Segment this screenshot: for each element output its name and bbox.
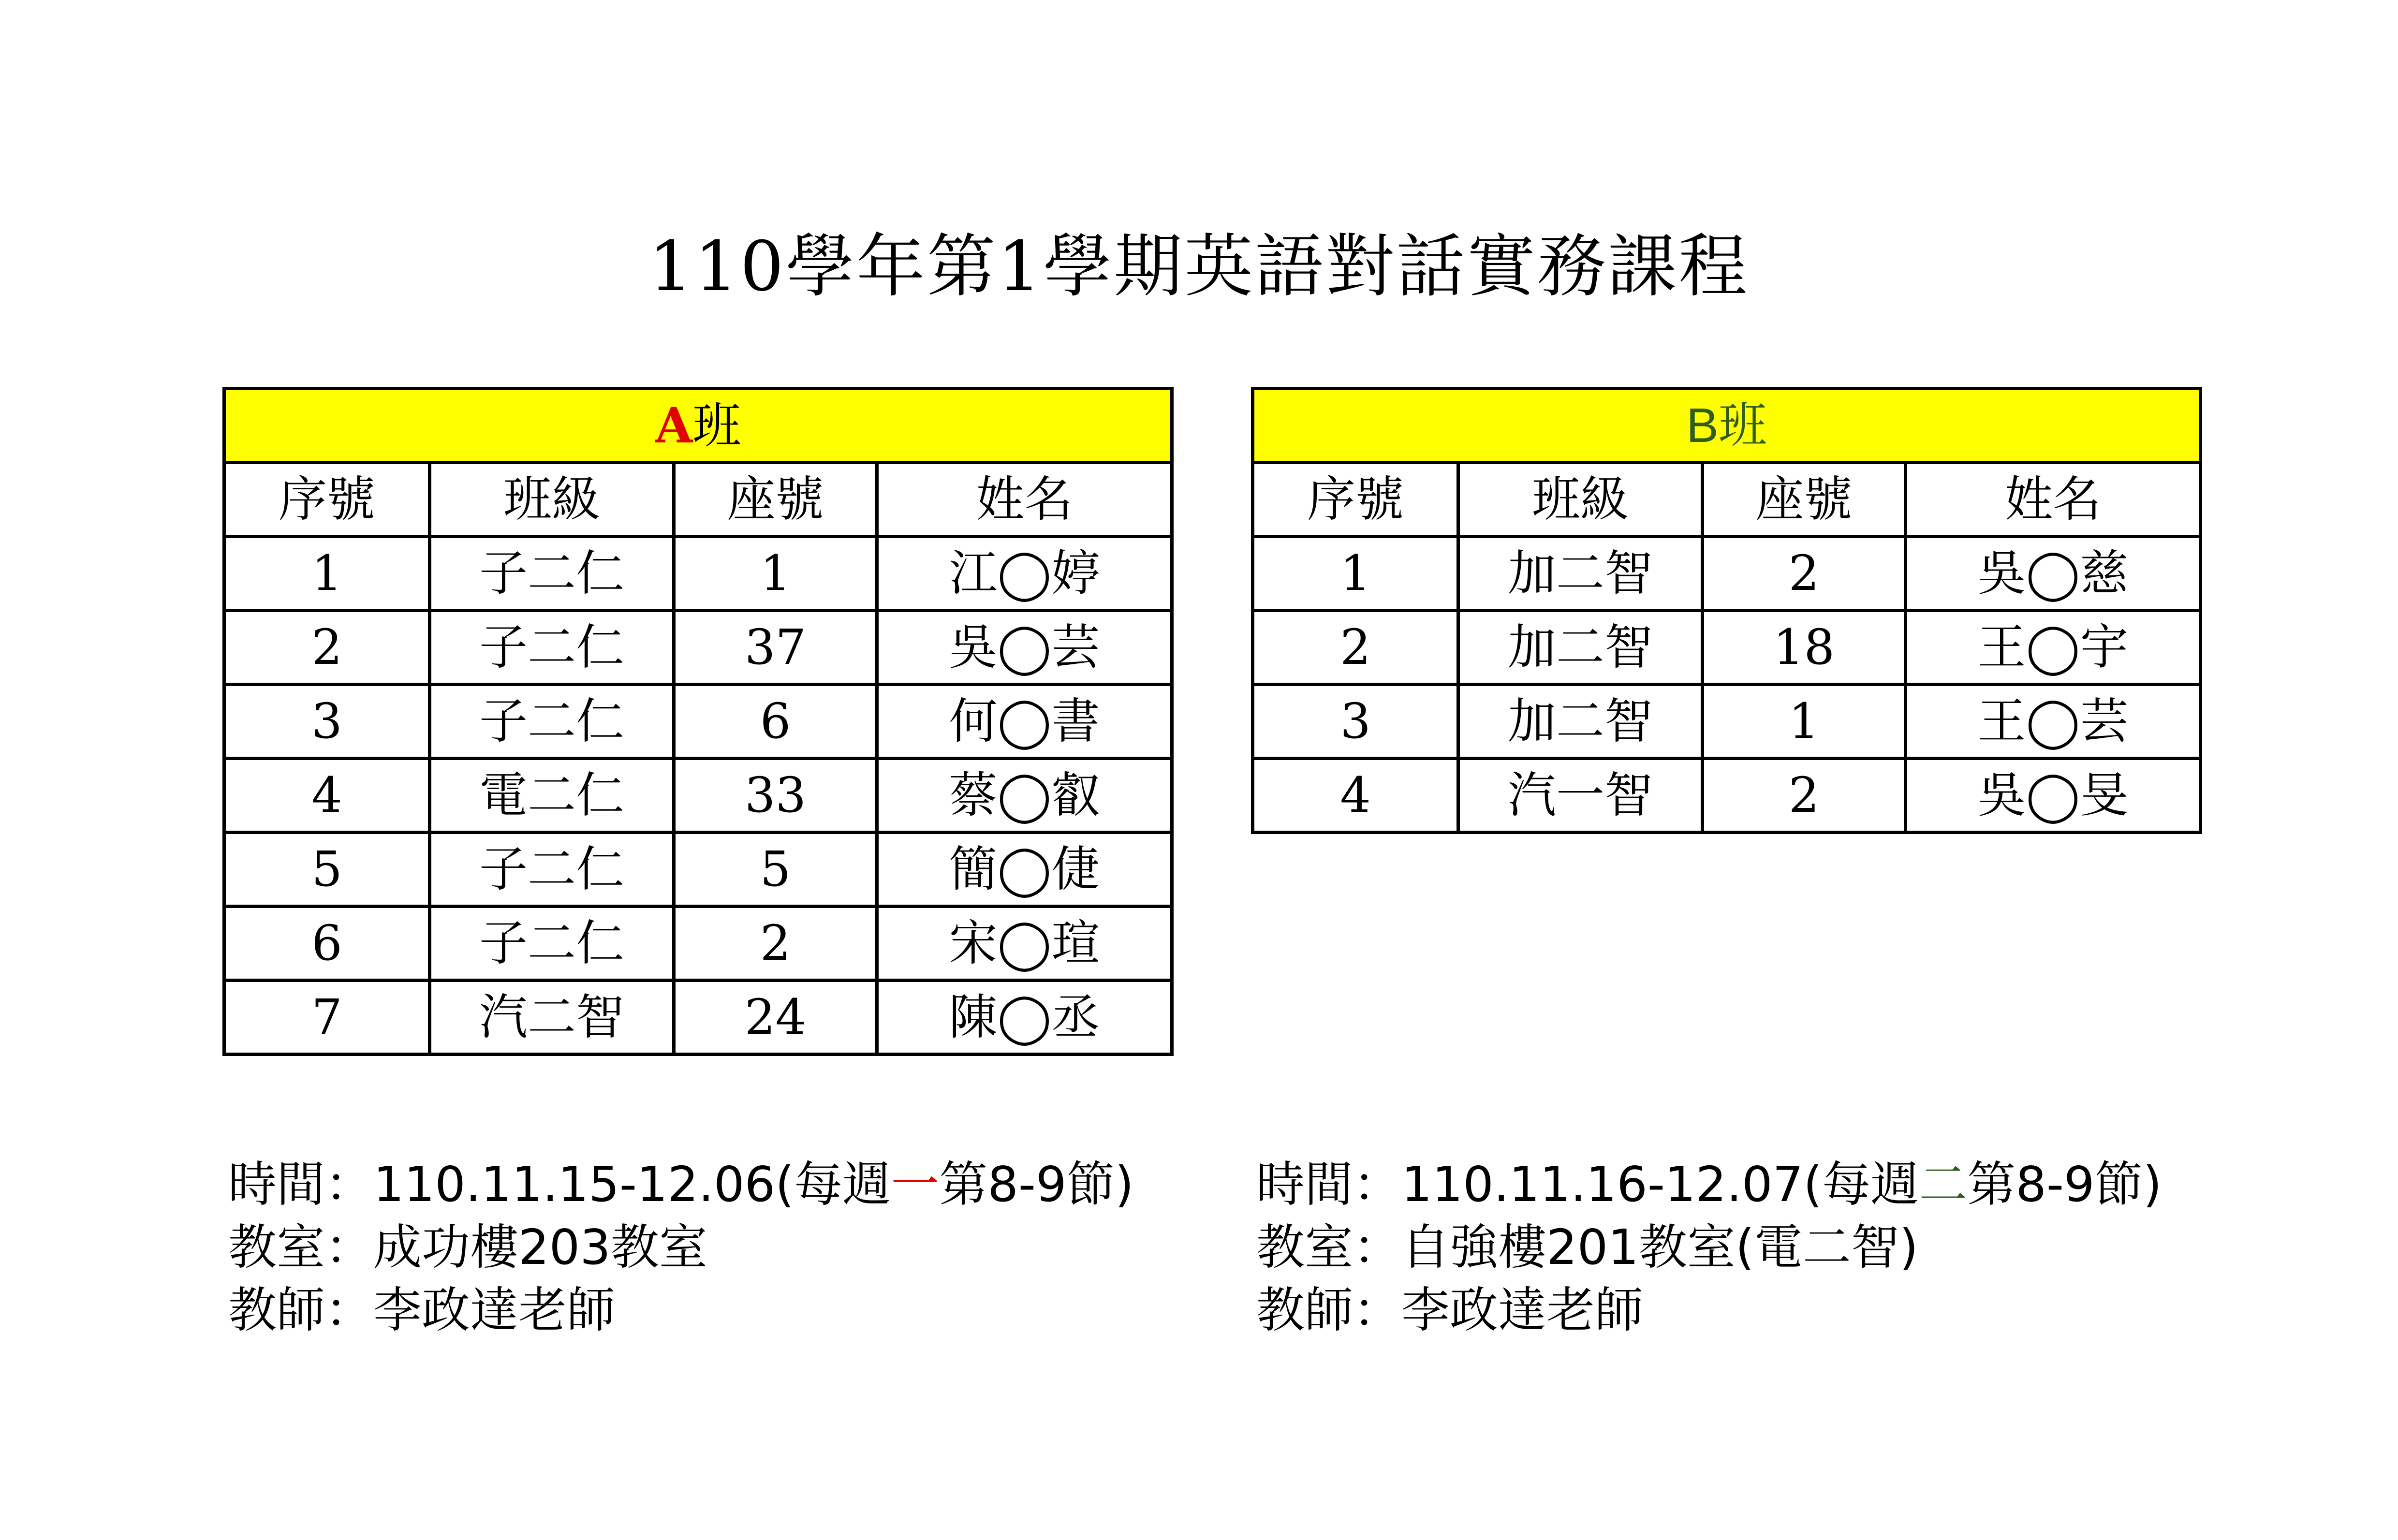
column-header: 姓名 — [1906, 463, 2201, 537]
column-header: 班級 — [1458, 463, 1703, 537]
table-row — [1253, 537, 2201, 611]
row-number: 7 — [224, 981, 430, 1055]
class-b-weekday: 二 — [1919, 1156, 1968, 1213]
class-a-header-row — [224, 389, 1172, 463]
table-row — [1253, 611, 2201, 685]
table-row — [1253, 759, 2201, 833]
row-number: 3 — [224, 685, 430, 759]
column-header: 序號 — [1253, 463, 1458, 537]
student-name: 王◯宇 — [1906, 611, 2201, 685]
student-name: 簡◯倢 — [877, 833, 1172, 907]
student-name: 江◯婷 — [877, 537, 1172, 611]
row-number: 4 — [224, 759, 430, 833]
class-name: 加二智 — [1458, 611, 1703, 685]
column-header: 序號 — [224, 463, 430, 537]
seat-number: 1 — [674, 537, 877, 611]
seat-number: 37 — [674, 611, 877, 685]
table-row — [224, 537, 1172, 611]
class-b-header-row — [1253, 389, 2201, 463]
row-number: 5 — [224, 833, 430, 907]
student-name: 何◯書 — [877, 685, 1172, 759]
row-number: 6 — [224, 907, 430, 981]
table-row — [224, 981, 1172, 1055]
seat-number: 2 — [674, 907, 877, 981]
column-header: 座號 — [1703, 463, 1906, 537]
class-b-table — [1251, 387, 2202, 834]
class-name: 汽二智 — [430, 981, 674, 1055]
student-name: 王◯芸 — [1906, 685, 2201, 759]
class-a-info — [228, 1153, 1134, 1342]
table-row — [1253, 685, 2201, 759]
student-name: 吳◯旻 — [1906, 759, 2201, 833]
row-number: 2 — [224, 611, 430, 685]
row-number: 4 — [1253, 759, 1458, 833]
class-b-header: B班 — [1253, 389, 2201, 463]
seat-number: 2 — [1703, 759, 1906, 833]
class-a-column-headers — [224, 463, 1172, 537]
class-b-info — [1256, 1153, 2162, 1342]
class-name: 子二仁 — [430, 537, 674, 611]
table-row — [224, 759, 1172, 833]
class-name: 汽一智 — [1458, 759, 1703, 833]
class-a-header-suffix: 班 — [692, 398, 741, 453]
class-a-letter: A — [655, 396, 693, 454]
seat-number: 2 — [1703, 537, 1906, 611]
table-row — [224, 833, 1172, 907]
student-name: 陳◯丞 — [877, 981, 1172, 1055]
student-name: 宋◯瑄 — [877, 907, 1172, 981]
seat-number: 6 — [674, 685, 877, 759]
student-name: 吳◯芸 — [877, 611, 1172, 685]
column-header: 班級 — [430, 463, 674, 537]
class-name: 加二智 — [1458, 685, 1703, 759]
table-row — [224, 611, 1172, 685]
seat-number: 1 — [1703, 685, 1906, 759]
table-row — [224, 907, 1172, 981]
class-a-room: 教室：成功樓203教室 — [228, 1219, 707, 1276]
class-b-teacher: 教師：李政達老師 — [1256, 1282, 1643, 1338]
class-b-room: 教室：自強樓201教室(電二智) — [1256, 1219, 1918, 1276]
row-number: 2 — [1253, 611, 1458, 685]
class-name: 子二仁 — [430, 907, 674, 981]
class-a-table — [222, 387, 1174, 1056]
seat-number: 24 — [674, 981, 877, 1055]
class-b-time: 時間：110.11.16-12.07(每週二第8-9節) — [1256, 1156, 2162, 1213]
class-name: 子二仁 — [430, 611, 674, 685]
class-name: 子二仁 — [430, 833, 674, 907]
column-header: 座號 — [674, 463, 877, 537]
seat-number: 18 — [1703, 611, 1906, 685]
row-number: 1 — [1253, 537, 1458, 611]
page-title: 110學年第1學期英語對話實務課程 — [648, 227, 1750, 307]
seat-number: 33 — [674, 759, 877, 833]
class-a-teacher: 教師：李政達老師 — [228, 1282, 615, 1338]
class-a-time: 時間：110.11.15-12.06(每週一第8-9節) — [228, 1156, 1134, 1213]
class-name: 加二智 — [1458, 537, 1703, 611]
student-name: 吳◯慈 — [1906, 537, 2201, 611]
class-b-column-headers — [1253, 463, 2201, 537]
row-number: 3 — [1253, 685, 1458, 759]
seat-number: 5 — [674, 833, 877, 907]
class-name: 電二仁 — [430, 759, 674, 833]
class-a-weekday: 一 — [891, 1156, 940, 1213]
column-header: 姓名 — [877, 463, 1172, 537]
table-row — [224, 685, 1172, 759]
row-number: 1 — [224, 537, 430, 611]
class-a-header — [224, 389, 1172, 463]
class-name: 子二仁 — [430, 685, 674, 759]
student-name: 蔡◯叡 — [877, 759, 1172, 833]
